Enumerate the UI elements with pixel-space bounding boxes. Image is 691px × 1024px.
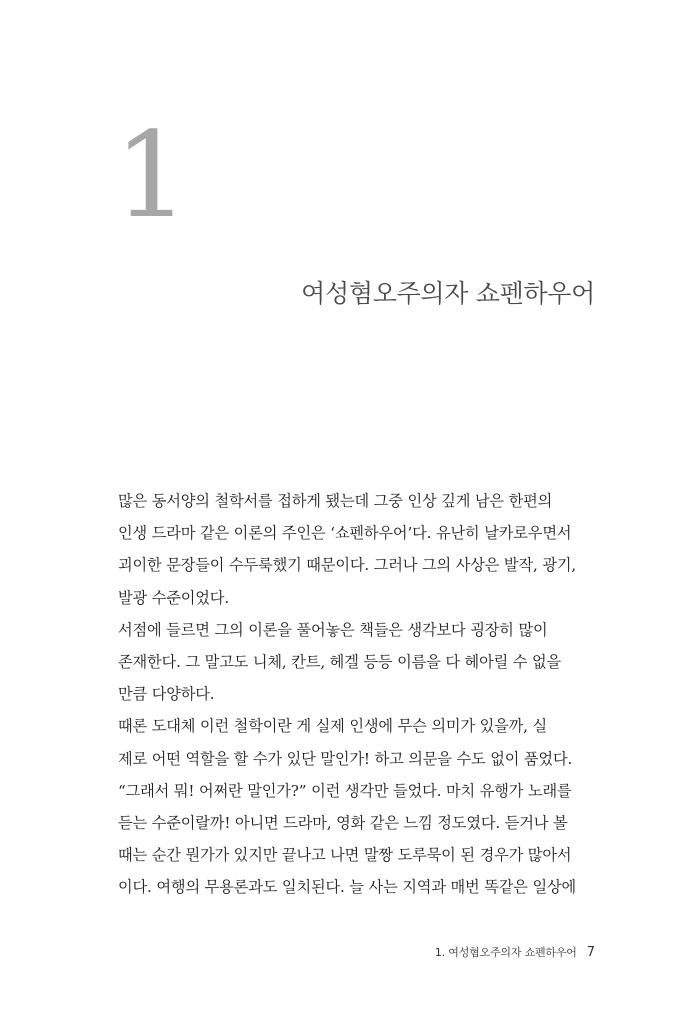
- page-number: 7: [586, 945, 595, 960]
- body-line: 이다. 여행의 무용론과도 일치된다. 늘 사는 지역과 매번 똑같은 일상에: [118, 878, 577, 897]
- chapter-number: 1: [114, 106, 190, 244]
- chapter-title: 여성혐오주의자 쇼펜하우어: [301, 279, 595, 308]
- body-line: 만큼 다양하다.: [118, 685, 215, 704]
- running-head: 1. 여성혐오주의자 쇼펜하우어: [434, 946, 577, 959]
- body-line: 존재한다. 그 말고도 니체, 칸트, 헤겔 등등 이름을 다 헤아릴 수 없을: [118, 653, 562, 672]
- body-line: “그래서 뭐! 어쩌란 말인가?” 이런 생각만 들었다. 마치 유행가 노래를: [118, 781, 572, 800]
- body-line: 때는 순간 뭔가가 있지만 끝나고 나면 말짱 도루묵이 된 경우가 많아서: [118, 846, 572, 865]
- body-line: 인생 드라마 같은 이론의 주인은 ‘쇼펜하우어’다. 유난히 날카로우면서: [118, 524, 572, 543]
- body-line: 제로 어떤 역할을 할 수가 있단 말인가! 하고 의문을 수도 없이 품었다.: [118, 749, 573, 768]
- body-line: 서점에 들르면 그의 이론을 풀어놓은 책들은 생각보다 굉장히 많이: [118, 620, 548, 639]
- body-text: [118, 485, 598, 904]
- body-line: 괴이한 문장들이 수두룩했기 때문이다. 그러나 그의 사상은 발작, 광기,: [118, 556, 577, 575]
- body-line: 많은 동서양의 철학서를 접하게 됐는데 그중 인상 깊게 남은 한편의: [118, 492, 553, 510]
- body-line: 때론 도대체 이런 철학이란 게 실제 인생에 무슨 의미가 있을까, 실: [118, 717, 548, 736]
- body-line: 듣는 수준이랄까! 아니면 드라마, 영화 같은 느낌 정도였다. 듣거나 볼: [118, 814, 568, 833]
- body-line: 발광 수준이었다.: [118, 588, 230, 607]
- page-footer: [435, 944, 595, 960]
